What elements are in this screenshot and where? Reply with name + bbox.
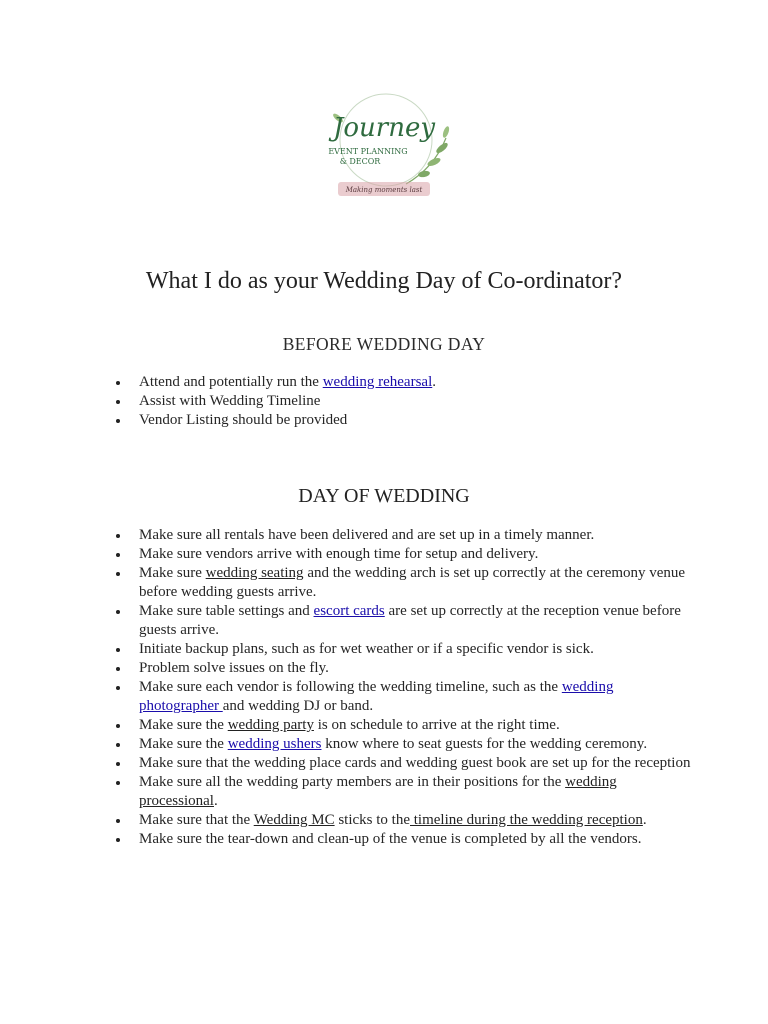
list-item: Make sure the tear-down and clean-up of the venue is completed by all the vendors. [116,830,696,849]
list-item: Make sure all the wedding party members are in their positions for the wedding processional. [116,773,696,811]
list-item: Make sure vendors arrive with enough time for setup and delivery. [116,545,696,564]
list-item: Problem solve issues on the fly. [116,659,696,678]
list-item: Make sure wedding seating and the wedding arch is set up correctly at the ceremony venue before wedding guests arrive. [116,564,696,602]
logo-line1: EVENT PLANNING [328,147,408,156]
wedding-seating-link[interactable]: wedding seating [205,565,304,581]
wedding-mc-link[interactable]: Wedding MC [253,812,335,828]
wedding-processional-link[interactable]: wedding processional [139,774,617,809]
list-item: Vendor Listing should be provided [116,411,696,430]
page-title: What I do as your Wedding Day of Co-ordinator? [145,268,623,294]
list-item: Make sure the wedding party is on schedule to arrive at the right time. [116,716,696,735]
logo-brand: Journey [332,113,436,143]
before-heading: BEFORE WEDDING DAY [282,334,486,354]
logo-tagline: Making moments last [345,186,423,194]
day-heading: DAY OF WEDDING [298,485,470,507]
list-item: Initiate backup plans, such as for wet weather or if a specific vendor is sick. [116,640,696,659]
list-item: Make sure table settings and escort cards are set up correctly at the reception venue before guests arrive. [116,602,696,640]
escort-cards-link[interactable]: escort cards [313,603,385,619]
list-item: Assist with Wedding Timeline [116,392,696,411]
list-item: Make sure the wedding ushers know where to seat guests for the wedding ceremony. [116,735,696,754]
wedding-photographer-link[interactable]: wedding photographer [139,679,614,714]
list-item: Attend and potentially run the wedding rehearsal. [116,373,696,392]
wedding-timeline-link[interactable]: timeline during the wedding reception [410,812,643,828]
journey-logo [306,88,462,210]
logo-line2: & DECOR [339,157,381,166]
list-item: Make sure all rentals have been delivered and are set up in a timely manner. [116,526,696,545]
wedding-rehearsal-link[interactable]: wedding rehearsal [322,374,433,390]
wedding-ushers-link[interactable]: wedding ushers [227,736,322,752]
before-list [116,373,696,430]
list-item: Make sure that the Wedding MC sticks to the timeline during the wedding reception. [116,811,696,830]
wedding-party-link[interactable]: wedding party [227,717,314,733]
day-list [116,526,696,849]
logo-wreath-icon [306,88,462,210]
list-item: Make sure each vendor is following the wedding timeline, such as the wedding photographer and wedding DJ or band. [116,678,696,716]
list-item: Make sure that the wedding place cards and wedding guest book are set up for the reception [116,754,696,773]
